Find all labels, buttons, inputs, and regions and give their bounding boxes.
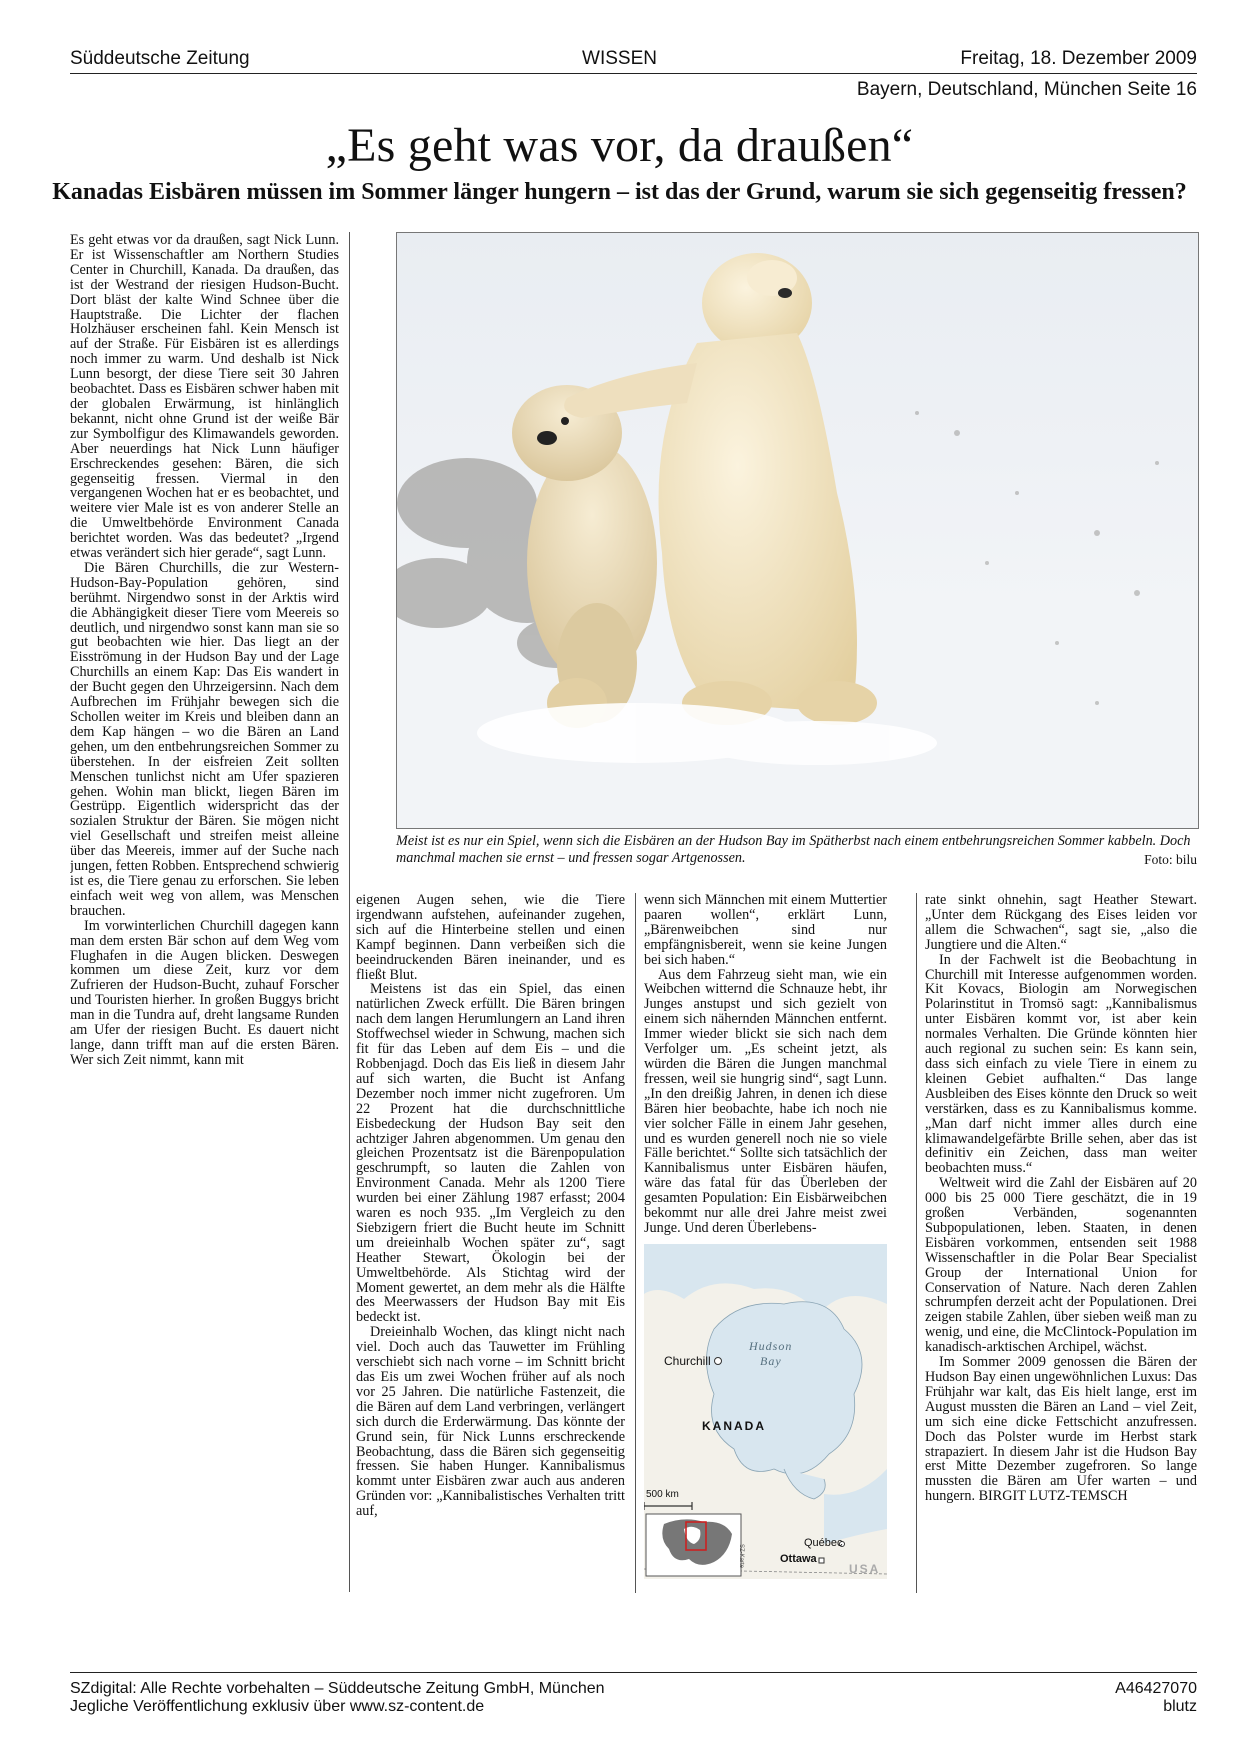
paragraph: wenn sich Männchen mit einem Muttertier paaren wollen“, erklärt Lunn, „Bärenweibchen sind nur empfängnisbereit, wenn sie keine Jungen bei sich haben.“ xyxy=(644,893,887,968)
section-name: WISSEN xyxy=(582,48,657,69)
paragraph: Es geht etwas vor da draußen, sagt Nick Lunn. Er ist Wissenschaftler am Northern Studies Center in Churchill, Kanada. Da draußen, das ist der Westrand der riesigen Hudson-Bucht. Dort bläst der kalte Wind Schnee über die Hauptstraße. Die Lichter der flachen Holzhäuser erscheinen fahl. Kein Mensch ist auf der Straße. Für Eisbären ist es allerdings noch immer zu warm. Und deshalb ist Nick Lunn besorgt, der diese Tiere seit 30 Jahren beobachtet. Dass es Eisbären schwer haben mit der globalen Erwärmung, ist hinlänglich bekannt, nicht ohne Grund ist der weiße Bär zur Symbolfigur des Klimawandels geworden. Aber neuerdings hat Nick Lunn häufiger Erschreckendes gesehen: Bären, die sich gegenseitig fressen. Viermal in den vergangenen Wochen hat er es beobachtet, und weitere vier Male ist es von anderer Stelle an die Umweltbehörde Environment Canada berichtet worden. Was das bedeutet? „Irgend etwas verändert sich hier gerade“, sagt Lunn. xyxy=(70,233,339,562)
hudson-bay-map xyxy=(644,1244,887,1579)
paragraph: Weltweit wird die Zahl der Eisbären auf 20 000 bis 25 000 Tiere geschätzt, die in 19 großen Verbänden, sogenannten Subpopulationen, leben. Staaten, in denen Eisbären vorkommen, entsenden seit 1988 Wissenschaftler in die Polar Bear Specialist Group der International Union for Conservation of Nature. Nach deren Zahlen schrumpfen derzeit acht der Populationen. Drei zeigen stabile Zahlen, über sieben weiß man zu wenig, und eine, die McClintock-Population im kanadisch-arktischen Archipel, wächst. xyxy=(925,1175,1197,1356)
document-id: A46427070 xyxy=(1115,1680,1197,1697)
photo-caption xyxy=(396,833,1197,867)
paragraph: Die Bären Churchills, die zur Western-Hudson-Bay-Population gehören, sind berühmt. Nirgendwo sonst in der Arktis wird die Abhängigkeit dieser Tiere vom Meereis so deutlich, und nirgendwo sonst kann man sie so gut beobachten wie hier. Das liegt an der Eisströmung in der Hudson Bay und der Lage Churchills an einem Kap: Das Eis wandert in der Bucht gegen den Uhrzeigersinn. Nach dem Aufbrechen im Frühjahr bewegen sich die Schollen weiter im Kreis und bleiben dann an dem Kap hängen – wo die Bären an Land gehen, um den entbehrungsreichen Sommer zu überstehen. In der eisfreien Zeit sollten Menschen tunlichst nicht am Ufer spazieren gehen. Wohin man blickt, liegen Bären im Gestrüpp. Eigentlich widerspricht das der sozialen Struktur der Bären. Sie mögen nicht viel Gesellschaft und streifen meist alleine über das Meereis, immer auf der Suche nach jungen, fetten Robben. Entsprechend schwierig ist es, die Tiere genau zu erforschen. Sie leben einfach weit weg von allem, was Menschen brauchen. xyxy=(70,559,339,919)
paragraph: Dreieinhalb Wochen, das klingt nicht nach viel. Doch auch das Tauwetter im Frühling verschiebt sich nach vorne – im Schnitt bricht das Eis um zwei Wochen früher auf als noch vor 25 Jahren. Die natürliche Fastenzeit, die die Bären auf dem Land verbringen, verlängert sich durch die Erderwärmung. Das könnte der Grund sein, für Nick Lunns erschreckende Beobachtung, dass die Bären sich gegenseitig fressen. Sie haben Hunger. Kannibalismus kommt unter Eisbären zwar auch aus anderen Gründen vor: „Kannibalistisches Verhalten tritt auf, xyxy=(356,1324,625,1520)
map-label-quebec: Québec xyxy=(804,1537,843,1549)
footer-document-info xyxy=(1115,1680,1197,1716)
photo-caption-text: Meist ist es nur ein Spiel, wenn sich die Eisbären an der Hudson Bay im Spätherbst nach einem entbehrungsreichen Sommer kabbeln. Doch manchmal machen sie ernst – und fressen sogar Artgenossen. xyxy=(396,833,1191,866)
paragraph: Aus dem Fahrzeug sieht man, wie ein Weibchen witternd die Schnauze hebt, ihr Junges anstupst und sich gezielt von einem sich nähernden Männchen entfernt. Immer wieder blickt sie sich nach dem Verfolger um. „Es scheint jetzt, als würden die Bären die Jungen manchmal fressen, weil sie hungrig sind“, sagt Lunn. „In den dreißig Jahren, in denen ich diese Bären hier beobachte, habe ich noch nie vier solcher Fälle in einem Jahr gesehen, und es wurden generell noch nie so viele Fälle berichtet.“ Sollte sich tatsächlich der Kannibalismus unter Eisbären häufen, wäre das fatal für das Überleben der gesamten Population: Ein Eisbärweibchen bekommt nur alle drei Jahre meist zwei Junge. Und deren Überlebens- xyxy=(644,966,887,1236)
ottawa-marker xyxy=(819,1558,824,1563)
map-label-kanada: KANADA xyxy=(702,1419,766,1433)
header-divider xyxy=(70,73,1197,74)
paragraph: In der Fachwelt ist die Beobachtung in Churchill mit Interesse aufgenommen worden. Kit Kovacs, Biologin am Norwegischen Polarinstitut in Tromsö sagt: „Kannibalismus unter Eisbären kommt vor, ist aber kein normales Verhalten. Die Gründe könnten hier auch regional zu suchen sein: Es kann sein, dass sich einfach zu viele Tiere in einem zu kleinen Gebiet aufhalten.“ Das lange Ausbleiben des Eises könnte den Druck so weit verstärken, dass es zu Kannibalismus komme. „Man darf nicht immer alles durch eine klimawandelgefärbte Brille sehen, aber das ist definitiv ein Zeichen, dass man weiter beobachten muss.“ xyxy=(925,951,1197,1177)
publication-date: Freitag, 18. Dezember 2009 xyxy=(960,48,1197,69)
churchill-marker xyxy=(715,1358,722,1365)
article-column-2 xyxy=(356,893,625,1593)
article-subheadline: Kanadas Eisbären müssen im Sommer länger hungern – ist das der Grund, warum sie sich gegenseitig fressen? xyxy=(52,179,1187,205)
map-scale-label: 500 km xyxy=(646,1489,679,1500)
footer-rights-line-2: Jegliche Veröffentlichung exklusiv über www.sz-content.de xyxy=(70,1698,485,1715)
polar-bear-photo xyxy=(396,232,1199,829)
paragraph: Im vorwinterlichen Churchill dagegen kann man dem ersten Bär schon auf dem Weg vom Flughafen in die Augen blicken. Deswegen kommen um diese Zeit, kurz vor dem Zufrieren der Hudson-Bucht, zuhauf Forscher und Touristen hierher. In großen Buggys bricht man in die Tundra auf, dreht langsame Runden am Ufer der riesigen Bucht. Es dauert nicht lange, dann trifft man auf die ersten Bären. Wer sich Zeit nimmt, kann mit xyxy=(70,917,339,1068)
map-label-bay: Bay xyxy=(760,1354,782,1368)
article-column-4 xyxy=(925,893,1197,1593)
map-label-ottawa: Ottawa xyxy=(780,1553,817,1565)
footer-rights-line-1: SZdigital: Alle Rechte vorbehalten – Süddeutsche Zeitung GmbH, München xyxy=(70,1680,605,1697)
map-label-hudson: Hudson xyxy=(749,1339,793,1353)
publication-name: Süddeutsche Zeitung xyxy=(70,48,250,69)
article-column-1 xyxy=(70,233,339,1288)
edition-info: Bayern, Deutschland, München Seite 16 xyxy=(856,79,1197,100)
paragraph: rate sinkt ohnehin, sagt Heather Stewart. „Unter dem Rückgang des Eises leiden vor allem die Schwachen“, sagt sie, „also die Jungtiere und die Alten.“ xyxy=(925,893,1197,953)
column-divider xyxy=(349,232,350,1592)
map-label-usa: USA xyxy=(849,1562,881,1576)
footer-divider xyxy=(70,1672,1197,1673)
photo-credit: Foto: bilu xyxy=(1144,852,1197,867)
article-column-3 xyxy=(644,893,887,1236)
column-divider xyxy=(916,893,917,1593)
map-label-churchill: Churchill xyxy=(664,1354,711,1368)
paragraph: eigenen Augen sehen, wie die Tiere irgendwann aufstehen, aufeinander zugehen, sich auf die Hinterbeine stellen und einen Kampf beginnen. Dann verbeißen sich die beeindruckenden Bären ineinander, und es fließt Blut. xyxy=(356,893,625,983)
map-credit: SZ-Karte xyxy=(738,1544,744,1569)
paragraph: Meistens ist das ein Spiel, das einen natürlichen Zweck erfüllt. Die Bären bringen nach dem langen Herumlungern an Land ihren Stoffwechsel wieder in Schwung, machen sich fit für das Leben auf dem Eis – und die Robbenjagd. Doch das Eis ließ in diesem Jahr auf sich warten, die Bucht ist Anfang Dezember noch immer nicht zugefroren. Um 22 Prozent hat die durchschnittliche Eisbedeckung der Hudson Bay seit den achtziger Jahren abgenommen. Um genau den gleichen Prozentsatz ist die Bärenpopulation geschrumpft, so lauten die Zahlen von Environment Canada. Mehr als 1200 Tiere wurden bei einer Zählung 1987 erfasst; 2004 waren es noch 935. „Im Vergleich zu den Siebzigern friert die Bucht heute im Schnitt um dreieinhalb Wochen später zu“, sagt Heather Stewart, Ökologin bei der Umweltbehörde. Als Stichtag wird der Moment gewertet, an dem mehr als die Hälfte des Meerwassers der Hudson Bay mit Eis bedeckt ist. xyxy=(356,981,625,1326)
paragraph: Im Sommer 2009 genossen die Bären der Hudson Bay einen ungewöhnlichen Luxus: Das Frühjahr war kalt, das Eis hielt lange, erst im August mussten die Bären an Land – viel Zeit, um sich eine dicke Fettschicht anzufressen. Doch das Polster wurde im Herbst stark strapaziert. In diesem Jahr ist die Hudson Bay erst Mitte Dezember zugefroren. So lange mussten die Bären am Ufer warten – und hungern. BIRGIT LUTZ-TEMSCH xyxy=(925,1354,1197,1505)
column-divider xyxy=(635,893,636,1593)
article-headline: „Es geht was vor, da draußen“ xyxy=(325,119,914,172)
author-tag: blutz xyxy=(1163,1698,1197,1715)
footer-rights xyxy=(70,1680,605,1716)
